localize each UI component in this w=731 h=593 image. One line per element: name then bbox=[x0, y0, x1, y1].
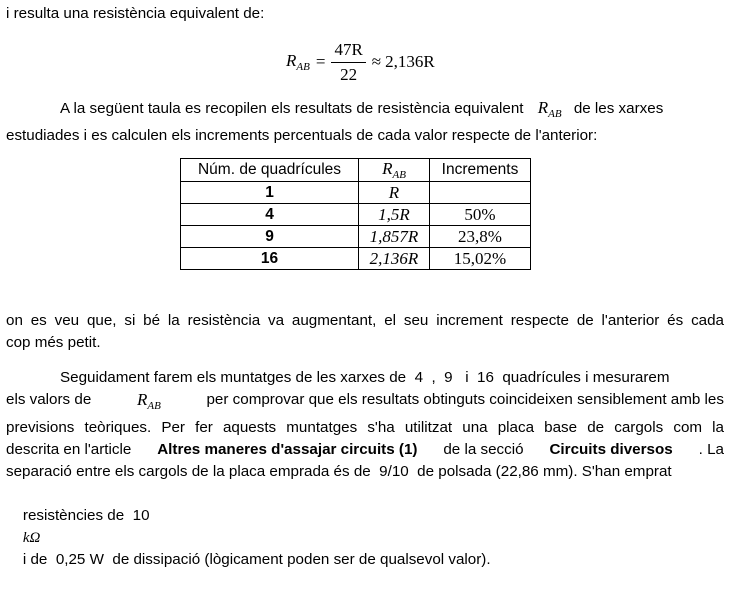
cell-increment bbox=[430, 182, 531, 204]
paragraph1-text-before: A la següent taula es recopilen els resultats de resistència equivalent bbox=[60, 100, 524, 117]
paragraph1-line2: estudiades i es calculen els increments percentuals de cada valor respecte de l'anterior: bbox=[6, 127, 598, 144]
header-resistance: $R_{AB}$ bbox=[359, 159, 430, 182]
paragraph3-line2-b: per comprovar que els resultats obtinguts coincideixen sensiblement amb les bbox=[206, 391, 724, 408]
results-table bbox=[180, 158, 531, 270]
paragraph-assembly bbox=[6, 367, 724, 593]
cell-resistance: 2,136R bbox=[359, 248, 430, 270]
formula-denominator: 22 bbox=[340, 64, 358, 84]
paragraph-table-intro bbox=[6, 97, 724, 147]
paragraph3-unit: kΩ bbox=[22, 530, 41, 546]
formula-fraction bbox=[331, 40, 365, 85]
formula-result: 2,136R bbox=[385, 52, 435, 71]
paragraph3-line4-b: de la secció bbox=[443, 441, 524, 458]
paragraph3-symbol: $R_{AB}$ bbox=[136, 390, 161, 412]
paragraph3-line2-a: els valors de bbox=[6, 391, 92, 408]
cell-grids: 16 bbox=[181, 248, 359, 270]
table-row bbox=[181, 226, 531, 248]
cell-increment: 23,8% bbox=[430, 226, 531, 248]
cell-resistance: 1,5R bbox=[359, 204, 430, 226]
paragraph3-line6-a: resistències de 10 bbox=[22, 507, 150, 524]
paragraph2-line1: on es veu que, si bé la resistència va augmentant, el seu increment respecte de l'anterior és cada bbox=[6, 312, 724, 329]
paragraph3-line4-a: descrita en l'article bbox=[6, 441, 132, 458]
formula-approx: ≈ bbox=[371, 52, 382, 71]
paragraph3-line4-c: . La bbox=[698, 441, 724, 458]
header-increments: Increments bbox=[430, 159, 531, 182]
paragraph-conclusion bbox=[6, 310, 724, 354]
table-row bbox=[181, 204, 531, 226]
header-grids: Núm. de quadrícules bbox=[181, 159, 359, 182]
cell-grids: 1 bbox=[181, 182, 359, 204]
paragraph3-line6-b: i de 0,25 W de dissipació (lògicament poden ser de qualsevol valor). bbox=[22, 551, 491, 568]
paragraph1-symbol: $R_{AB}$ bbox=[537, 98, 562, 120]
cell-resistance: 1,857R bbox=[359, 226, 430, 248]
cell-increment: 15,02% bbox=[430, 248, 531, 270]
section-title: Circuits diversos bbox=[549, 441, 673, 458]
paragraph1-text-after: de les xarxes bbox=[573, 100, 664, 117]
paragraph3-line3: previsions teòriques. Per fer aquests muntatges s'ha utilitzat una placa base de cargols com la bbox=[6, 419, 724, 436]
cell-increment: 50% bbox=[430, 204, 531, 226]
paragraph3-line5: separació entre els cargols de la placa emprada és de 9/10 de polsada (22,86 mm). S'han emprat bbox=[6, 463, 672, 480]
equivalent-resistance-formula bbox=[286, 38, 435, 86]
formula-numerator: 47R bbox=[331, 40, 365, 63]
article-title: Altres maneres d'assajar circuits (1) bbox=[157, 441, 418, 458]
paragraph3-line1: Seguidament farem els muntatges de les xarxes de 4 , 9 i 16 quadrícules i mesurarem bbox=[60, 369, 670, 386]
table-row bbox=[181, 248, 531, 270]
cell-grids: 4 bbox=[181, 204, 359, 226]
table-header-row bbox=[181, 159, 531, 182]
cell-grids: 9 bbox=[181, 226, 359, 248]
formula-equals: = bbox=[315, 52, 326, 71]
formula-lhs: $R_{AB}$ bbox=[286, 51, 310, 73]
table-row bbox=[181, 182, 531, 204]
cell-resistance: R bbox=[359, 182, 430, 204]
paragraph2-line2: cop més petit. bbox=[6, 334, 101, 351]
intro-text: i resulta una resistència equivalent de: bbox=[6, 5, 265, 22]
